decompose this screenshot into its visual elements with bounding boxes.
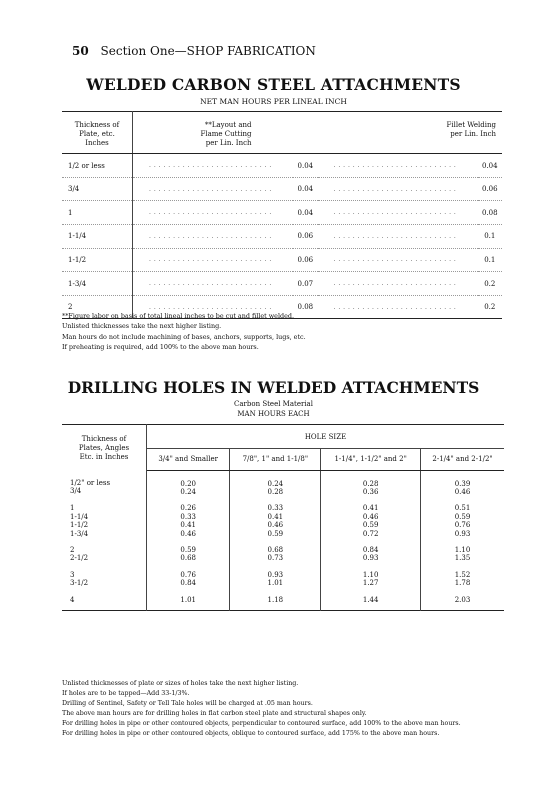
man-hours-value: 0.72 [362, 529, 379, 538]
hole-size-cell [421, 470, 504, 498]
hole-size-col-header: 2-1/4" and 2-1/2" [421, 448, 504, 470]
thickness-value: 1/2" or less [70, 479, 111, 487]
hole-size-col-header: 3/4" and Smaller [147, 448, 230, 470]
man-hours-value: 0.59 [362, 521, 379, 530]
table-row [62, 154, 502, 178]
man-hours-value: 0.36 [362, 487, 379, 496]
man-hours-value: 0.93 [267, 570, 284, 579]
table2-subtitle-units: MAN HOURS EACH [237, 410, 310, 418]
note: Drilling of Sentinel, Safety or Tell Tale holes will be charged at .05 man hours. [62, 699, 313, 707]
man-hours-value: 1.52 [454, 570, 471, 579]
man-hours-value: 1.18 [267, 595, 284, 604]
thickness-value: 1-3/4 [70, 529, 89, 538]
thickness-value: 1 [70, 504, 75, 513]
thickness-cell: 3/4 [62, 177, 133, 201]
thickness-cell [62, 540, 147, 565]
man-hours-value: 0.33 [180, 512, 196, 521]
drilling-holes-table [62, 424, 504, 611]
welding-header [318, 112, 502, 154]
man-hours-value: 0.46 [454, 487, 471, 496]
hole-size-cell [147, 565, 230, 590]
table-row [62, 225, 502, 249]
table-row-group [62, 470, 504, 498]
leader-dots: . . . . . . . . . . . . . . . . . . . . . . . . . . [133, 177, 294, 201]
page-header [72, 44, 316, 58]
section-title: Section One—SHOP FABRICATION [100, 44, 316, 58]
thickness-cell [62, 590, 147, 611]
hole-size-cell [230, 498, 321, 540]
layout-value: 0.06 [293, 248, 317, 272]
hole-size-cell [230, 470, 321, 498]
hole-size-cell [421, 540, 504, 565]
table1-notes [62, 311, 507, 352]
note: For drilling holes in pipe or other contoured objects, oblique to contoured surface, add 175% to the above man hours. [62, 729, 440, 737]
man-hours-value: 0.68 [180, 554, 196, 563]
man-hours-value: 0.33 [267, 504, 284, 513]
man-hours-value: 0.76 [180, 570, 196, 579]
man-hours-value: 0.93 [362, 554, 379, 563]
hole-size-cell [230, 565, 321, 590]
welding-header-line: per Lin. Inch [450, 129, 496, 138]
hole-size-cell [230, 540, 321, 565]
thickness-cell [62, 565, 147, 590]
welding-value: 0.2 [478, 272, 502, 296]
table-row [62, 272, 502, 296]
man-hours-value: 0.28 [267, 487, 284, 496]
note: Unlisted thicknesses take the next higher listing. [62, 322, 222, 331]
thickness-value: 3-1/2 [70, 579, 89, 588]
thickness-value: 1-1/2 [70, 521, 89, 530]
thickness-header [62, 112, 133, 154]
man-hours-value: 0.84 [180, 579, 196, 588]
page-number: 50 [72, 44, 89, 58]
hole-size-cell [321, 540, 421, 565]
table-row [62, 201, 502, 225]
thickness-cell: 1-3/4 [62, 272, 133, 296]
man-hours-value: 0.51 [454, 504, 471, 513]
man-hours-value: 1.10 [454, 545, 471, 554]
man-hours-value: 0.93 [454, 529, 471, 538]
man-hours-value: 0.59 [267, 529, 284, 538]
layout-value: 0.04 [293, 154, 317, 178]
layout-value: 0.04 [293, 201, 317, 225]
thickness-value: 2 [70, 545, 75, 554]
hole-size-cell [230, 590, 321, 611]
welding-value: 0.08 [478, 201, 502, 225]
table1-header-row [62, 112, 502, 154]
note: If holes are to be tapped—Add 33-1/3%. [62, 689, 190, 697]
thickness-header-line: Inches [85, 138, 109, 147]
man-hours-value: 1.44 [362, 595, 379, 604]
layout-header-line: **Layout and [204, 121, 252, 129]
layout-header-line: per Lin. Inch [205, 138, 252, 147]
thickness-header-line: Plate, etc. [79, 129, 115, 138]
leader-dots: . . . . . . . . . . . . . . . . . . . . . . . . . . [133, 248, 294, 272]
layout-value: 0.08 [297, 303, 314, 312]
thickness-value: 3/4 [70, 487, 82, 496]
table-row-group [62, 590, 504, 611]
man-hours-value: 0.84 [362, 545, 379, 554]
hole-size-cell [421, 565, 504, 590]
man-hours-value: 0.20 [180, 479, 196, 488]
thickness-value: 3 [70, 570, 75, 579]
table-row-group [62, 498, 504, 540]
table1-subtitle: NET MAN HOURS PER LINEAL INCH [200, 97, 347, 106]
hole-size-cell [321, 470, 421, 498]
man-hours-value: 0.68 [267, 545, 284, 554]
welding-value: 0.1 [478, 225, 502, 249]
welding-header-line: Fillet Welding [446, 121, 496, 129]
layout-value: 0.04 [293, 177, 317, 201]
leader-dots: . . . . . . . . . . . . . . . . . . . . . . . . . . [318, 248, 478, 272]
hole-size-cell [421, 498, 504, 540]
thickness-cell: 1/2 or less [62, 154, 133, 178]
man-hours-value: 1.27 [362, 579, 379, 588]
welding-value: 0.06 [478, 177, 502, 201]
man-hours-value: 0.24 [267, 479, 284, 488]
leader-dots: . . . . . . . . . . . . . . . . . . . . . . . . . . [318, 272, 478, 296]
hole-size-cell [147, 590, 230, 611]
table-row [62, 177, 502, 201]
note: For drilling holes in pipe or other contoured objects, perpendicular to contoured surface, add 100% to the above man hours. [62, 719, 461, 727]
leader-dots: . . . . . . . . . . . . . . . . . . . . . . . . . . [318, 225, 478, 249]
thickness-header-line: Plates, Angles [78, 444, 130, 453]
table-row-group [62, 540, 504, 565]
man-hours-value: 0.24 [180, 487, 196, 496]
note: The above man hours are for drilling holes in flat carbon steel plate and structural shapes only. [62, 709, 367, 717]
man-hours-value: 0.41 [267, 512, 284, 521]
note: Man hours do not include machining of bases, anchors, supports, lugs, etc. [62, 332, 306, 341]
man-hours-value: 0.59 [454, 512, 471, 521]
thickness-cell: 1-1/4 [62, 225, 133, 249]
thickness-value: 1-1/4 [70, 512, 89, 521]
man-hours-value: 0.39 [454, 479, 471, 488]
leader-dots: . . . . . . . . . . . . . . . . . . . . . . . . . . [318, 177, 478, 201]
man-hours-value: 0.73 [267, 554, 284, 563]
thickness-value: 4 [70, 595, 75, 604]
hole-size-cell [147, 498, 230, 540]
welded-attachments-table [62, 111, 502, 319]
layout-header [133, 112, 318, 154]
layout-header-line: Flame Cutting [200, 129, 252, 138]
table2-subtitle-material: Carbon Steel Material [234, 400, 313, 408]
man-hours-value: 0.46 [362, 512, 379, 521]
leader-dots: . . . . . . . . . . . . . . . . . . . . . . . . . . [333, 303, 457, 311]
hole-size-cell [147, 540, 230, 565]
table-row [62, 248, 502, 272]
hole-size-col-header: 1-1/4", 1-1/2" and 2" [321, 448, 421, 470]
note: **Figure labor on basis of total lineal inches to be cut and fillet welded. [62, 312, 295, 320]
man-hours-value: 0.59 [180, 545, 196, 554]
thickness-value: 2-1/2 [70, 554, 89, 563]
man-hours-value: 1.78 [454, 579, 471, 588]
hole-size-header: HOLE SIZE [147, 425, 505, 449]
thickness-header [62, 425, 147, 471]
man-hours-value: 2.03 [454, 595, 471, 604]
leader-dots: . . . . . . . . . . . . . . . . . . . . . . . . . . [133, 295, 294, 319]
thickness-header-line: Etc. in Inches [79, 452, 129, 461]
leader-dots: . . . . . . . . . . . . . . . . . . . . . . . . . . [133, 201, 294, 225]
leader-dots: . . . . . . . . . . . . . . . . . . . . . . . . . . [318, 201, 478, 225]
thickness-cell [62, 470, 147, 498]
man-hours-value: 0.41 [362, 504, 379, 513]
table2-title: DRILLING HOLES IN WELDED ATTACHMENTS [67, 378, 480, 397]
man-hours-value: 0.41 [180, 521, 196, 530]
hole-size-cell [321, 590, 421, 611]
thickness-cell: 1-1/2 [62, 248, 133, 272]
man-hours-value: 1.10 [362, 570, 379, 579]
man-hours-value: 0.46 [180, 529, 196, 538]
hole-size-cell [321, 565, 421, 590]
table2-header-row [62, 425, 504, 449]
hole-size-cell [321, 498, 421, 540]
leader-dots: . . . . . . . . . . . . . . . . . . . . . . . . . . [133, 154, 294, 178]
man-hours-value: 0.28 [362, 479, 379, 488]
man-hours-value: 0.46 [267, 521, 284, 530]
note: If preheating is required, add 100% to the above man hours. [62, 342, 259, 351]
man-hours-value: 0.26 [180, 504, 196, 513]
table1-title: WELDED CARBON STEEL ATTACHMENTS [86, 75, 461, 94]
thickness-cell: 1 [62, 201, 133, 225]
layout-value: 0.07 [293, 272, 317, 296]
hole-size-col-header: 7/8", 1" and 1-1/8" [230, 448, 321, 470]
thickness-header-line: Thickness of [81, 435, 127, 444]
man-hours-value: 0.76 [454, 521, 471, 530]
welding-value: 0.1 [478, 248, 502, 272]
man-hours-value: 1.35 [454, 554, 471, 563]
hole-size-cell [147, 470, 230, 498]
thickness-cell [62, 498, 147, 540]
leader-dots: . . . . . . . . . . . . . . . . . . . . . . . . . . [318, 154, 478, 178]
man-hours-value: 1.01 [180, 595, 196, 604]
leader-dots: . . . . . . . . . . . . . . . . . . . . . . . . . . [133, 225, 294, 249]
table-row-group [62, 565, 504, 590]
leader-dots: . . . . . . . . . . . . . . . . . . . . . . . . . . [133, 272, 294, 296]
man-hours-value: 1.01 [267, 579, 284, 588]
table2-notes [62, 680, 509, 740]
thickness-cell: 2 [68, 303, 73, 312]
layout-value: 0.06 [293, 225, 317, 249]
thickness-header-line: Thickness of [74, 121, 120, 129]
welding-value: 0.2 [484, 303, 496, 312]
hole-size-cell [421, 590, 504, 611]
note: Unlisted thicknesses of plate or sizes of holes take the next higher listing. [62, 680, 299, 687]
welding-value: 0.04 [478, 154, 502, 178]
